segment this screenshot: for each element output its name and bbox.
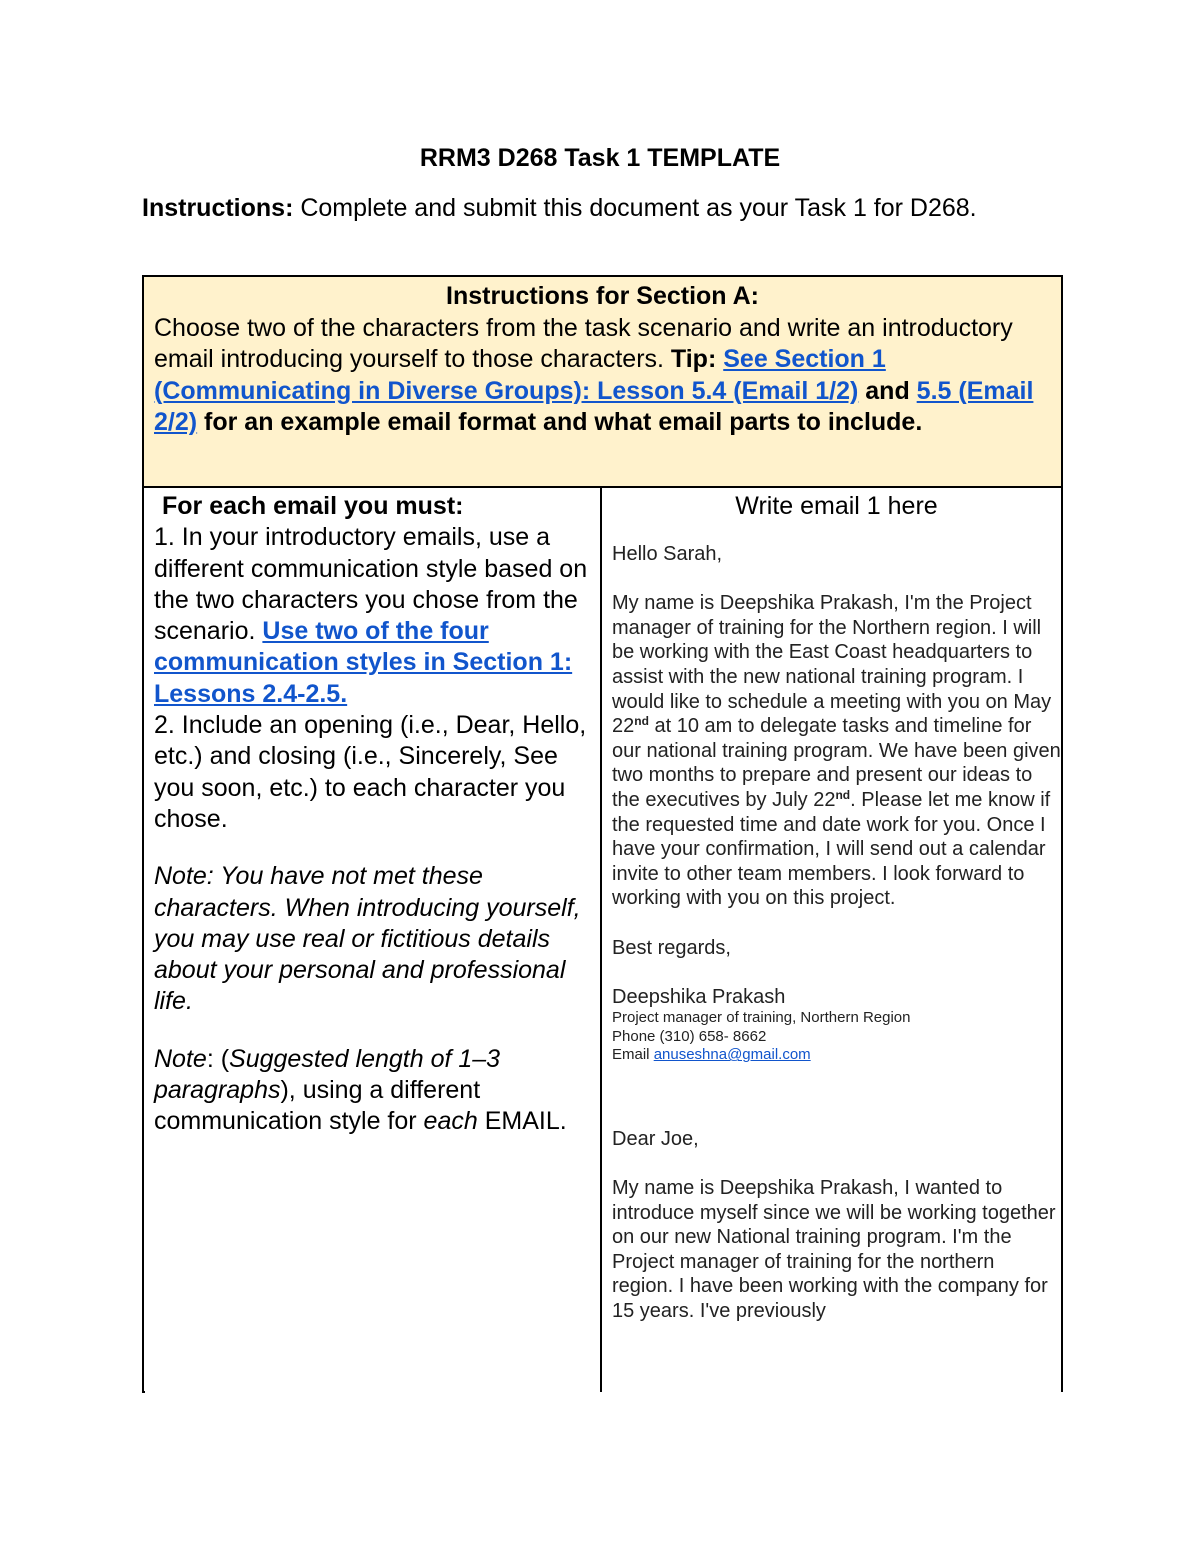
instructions-paragraph bbox=[142, 193, 1022, 224]
email-1-greeting: Hello Sarah, bbox=[612, 543, 723, 565]
email-2-body: My name is Deepshika Prakash, I wanted to introduce myself since we will be working together on our new National training program. I'm the Project manager of training for the northern region. I have been working with the company for 15 years. I've previously bbox=[612, 1176, 1056, 1322]
requirements-cell bbox=[143, 487, 601, 1392]
section-a-heading: Instructions for Section A: bbox=[446, 282, 759, 310]
communication-styles-link[interactable]: Use two of the four communication styles in Section 1: Lessons 2.4-2.5. bbox=[154, 617, 573, 708]
note-characters: Note: You have not met these characters. When introducing yourself, you may use real or fictitious details about your personal and professional life. bbox=[154, 862, 581, 1016]
email-1-body: My name is Deepshika Prakash, I'm the Project manager of training for the Northern region. I will be working with the East Coast headquarters to assist with the new national training program. I would like to schedule a meeting with you on May 22nd at 10 am to delegate tasks and timeline for our national training program. We have been given two months to prepare and present our ideas to the executives by July 22nd. Please let me know if the requested time and date work for you. Once I have your confirmation, I will send out a calendar invite to other team members. I look forward to working with you on this project. bbox=[612, 592, 1061, 910]
document-title: RRM3 D268 Task 1 TEMPLATE bbox=[419, 144, 781, 172]
signature-title: Project manager of training, Northern Region bbox=[612, 1009, 911, 1027]
signature-name: Deepshika Prakash bbox=[612, 985, 786, 1008]
template-table bbox=[142, 275, 1063, 1392]
note-length: Note: (Suggested length of 1–3 paragraphs), using a different communication style for each EMAIL. bbox=[154, 1044, 567, 1136]
section-a-cell bbox=[143, 276, 1062, 487]
signature-email: Email anuseshna@gmail.com bbox=[612, 1046, 811, 1064]
signature-email-link[interactable]: anuseshna@gmail.com bbox=[653, 1046, 811, 1064]
email-2-greeting: Dear Joe, bbox=[612, 1127, 699, 1150]
email-cell bbox=[601, 487, 1062, 1392]
lesson-5-4-link[interactable]: See Section 1 (Communicating in Diverse Groups): Lesson 5.4 (Email 1/2) bbox=[154, 345, 886, 405]
instructions-text: Complete and submit this document as your Task 1 for D268. bbox=[293, 194, 977, 222]
signature-phone: Phone (310) 658- 8662 bbox=[612, 1027, 767, 1045]
email-1-heading: Write email 1 here bbox=[735, 492, 938, 520]
table-bottom-edge bbox=[142, 1391, 145, 1393]
requirements-heading: For each email you must: bbox=[162, 492, 464, 520]
section-a-body: Choose two of the characters from the task scenario and write an introductory email introducing yourself to those characters. Tip: See Section 1 (Communicating in Diverse Groups): Lesson 5.4 (Email 1/2) and 5.5 (Email 2/2) for an example email format and what email parts to include. bbox=[154, 313, 1034, 436]
instructions-label: Instructions: bbox=[142, 194, 294, 222]
requirement-1: 1. In your introductory emails, use a different communication style based on the two characters you chose from the scenario. Use two of the four communication styles in Section 1: Lessons 2.4-2.5. bbox=[154, 523, 588, 708]
requirement-2: 2. Include an opening (i.e., Dear, Hello, etc.) and closing (i.e., Sincerely, See you soon, etc.) to each character you chose. bbox=[154, 711, 587, 833]
lesson-5-5-link[interactable]: 5.5 (Email 2/2) bbox=[154, 376, 1034, 436]
tip-label: Tip: bbox=[670, 345, 724, 373]
email-1-closing: Best regards, bbox=[612, 936, 731, 959]
